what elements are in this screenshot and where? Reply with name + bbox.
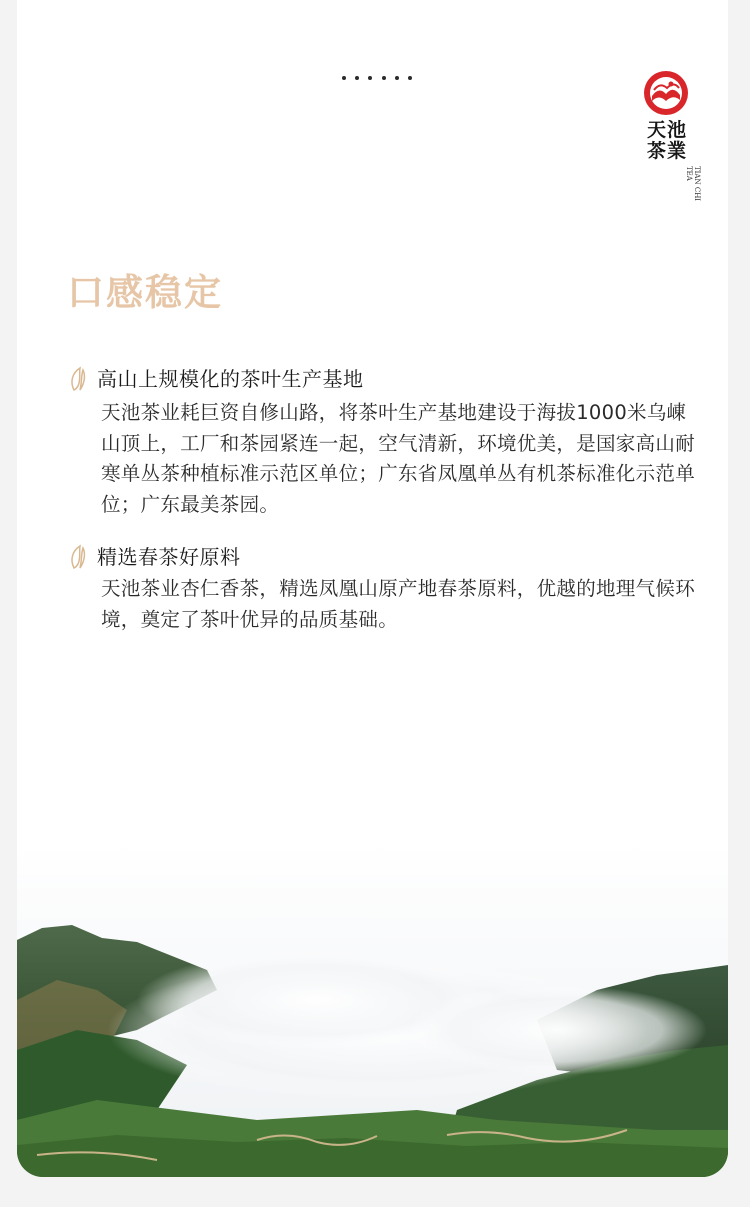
section-title-spring-tea: 精选春茶好原料 bbox=[97, 545, 241, 569]
brand-logo bbox=[641, 70, 701, 210]
page-title: 口感稳定 bbox=[67, 271, 223, 314]
mountain-mist-photo bbox=[17, 830, 728, 1177]
section-body-base: 天池茶业耗巨资自修山路，将茶叶生产基地建设于海拔1000米乌崠山顶上，工厂和茶园紧连一起，空气清新，环境优美，是国家高山耐寒单丛茶种植标准示范区单位；广东省凤凰单丛有机茶标准化示范单位；广东最美茶园。 bbox=[101, 401, 696, 516]
tea-leaf-icon bbox=[69, 366, 91, 392]
decorative-dots bbox=[342, 76, 412, 84]
section-title-base: 高山上规模化的茶叶生产基地 bbox=[97, 367, 364, 391]
content-card bbox=[17, 0, 728, 1177]
brand-name-en: TIAN CHI TEA bbox=[685, 166, 701, 202]
tianchi-emblem-icon bbox=[643, 70, 689, 116]
section-body-spring-tea: 天池茶业杏仁香茶，精选凤凰山原产地春茶原料，优越的地理气候环境，奠定了茶叶优异的品质基础。 bbox=[101, 577, 696, 631]
tea-leaf-icon bbox=[69, 544, 91, 570]
brand-name-cn: 天池茶業 bbox=[647, 119, 688, 162]
